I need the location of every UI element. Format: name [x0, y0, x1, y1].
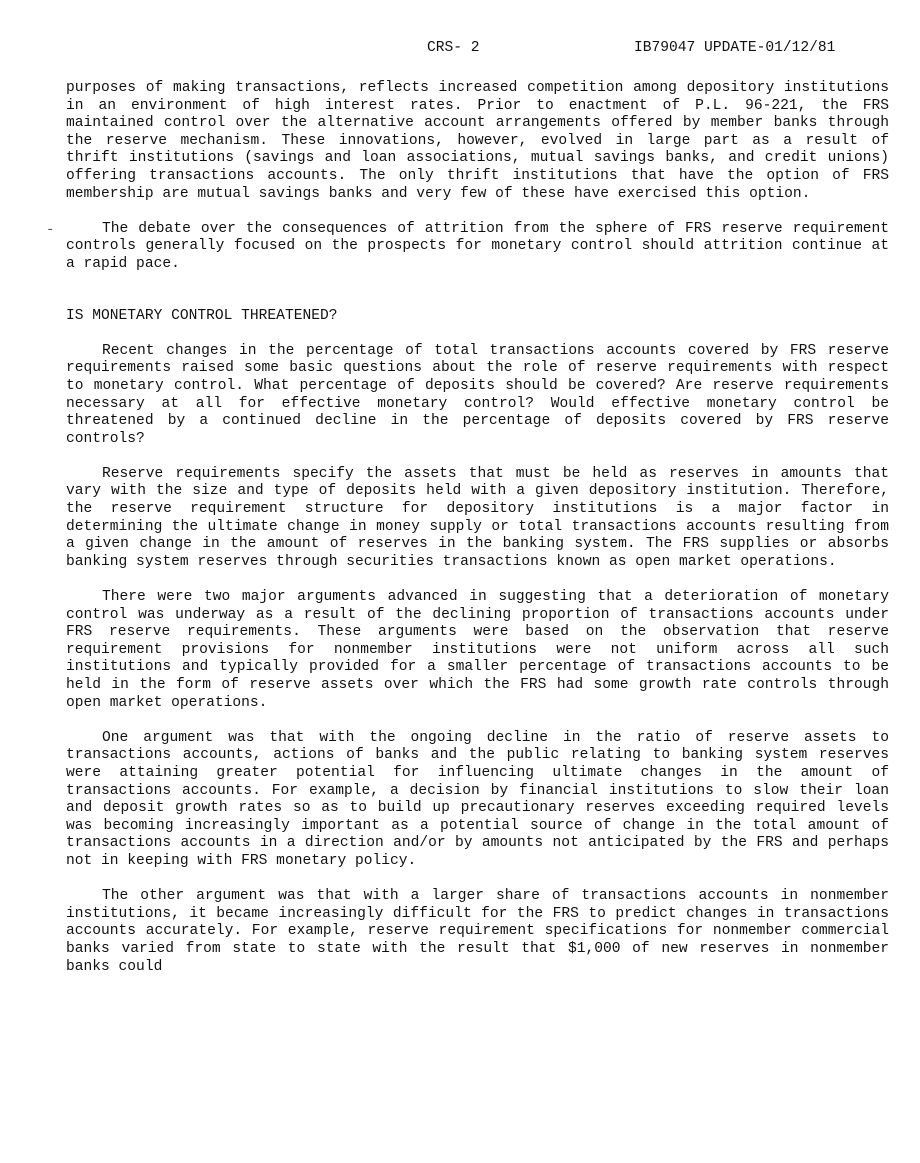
document-body: [66, 80, 889, 994]
paragraph-reserve-requirements: Reserve requirements specify the assets that must be held as reserves in amounts that vary with the size and type of deposits held with a given depository institution. Therefore, the reserve requirement structure for depository institutions is a major factor in determining the ultimate change in money supply or total transactions accounts resulting from a given change in the amount of reserves in the banking system. The FRS supplies or absorbs banking system reserves through securities transactions known as open market operations.: [66, 465, 889, 570]
paragraph-two-arguments: There were two major arguments advanced in suggesting that a deterioration of monetary control was underway as a result of the declining proportion of transactions accounts under FRS reserve requirements. These arguments were based on the observation that reserve requirement provisions for nonmember institutions were not uniform across all such institutions and typically provided for a smaller percentage of transactions accounts to be held in the form of reserve assets over which the FRS had some growth rate controls through open market operations.: [66, 589, 889, 711]
section-heading: IS MONETARY CONTROL THREATENED?: [66, 307, 338, 324]
paragraph-second-argument: The other argument was that with a larger share of transactions accounts in nonmember institutions, it became increasingly difficult for the FRS to predict changes in transactions accounts accurately. For example, reserve requirement specifications for nonmember commercial banks varied from state to state with the result that $1,000 of new reserves in nonmember banks could: [66, 888, 889, 975]
paragraph-first-argument: One argument was that with the ongoing decline in the ratio of reserve assets to transactions accounts, actions of banks and the public relating to banking system reserves were attaining greater potential for influencing ultimate changes in the amount of transactions accounts. For example, a decision by financial institutions to slow their loan and deposit growth rates so as to build up precautionary reserves exceeding required levels was becoming increasingly important as a potential source of change in the total amount of transactions accounts in a direction and/or by amounts not anticipated by the FRS and perhaps not in keeping with FRS monetary policy.: [66, 729, 889, 869]
document-number: CRS- 2: [427, 40, 480, 56]
paragraph-recent-changes: Recent changes in the percentage of total transactions accounts covered by FRS reserve requirements raised some basic questions about the role of reserve requirements with respect to monetary control. What percentage of deposits should be covered? Are reserve requirements necessary at all for effective monetary control? Would effective monetary control be threatened by a continued decline in the percentage of deposits covered by FRS reserve controls?: [66, 342, 889, 447]
paragraph-attrition-debate: The debate over the consequences of attrition from the sphere of FRS reserve requirement controls generally focused on the prospects for monetary control should attrition continue at a rapid pace.: [66, 220, 889, 272]
margin-mark: -: [46, 222, 55, 238]
paragraph-continued: purposes of making transactions, reflects increased competition among depository institutions in an environment of high interest rates. Prior to enactment of P.L. 96-221, the FRS maintained control over the alternative account arrangements offered by member banks through the reserve mechanism. These innovations, however, evolved in large part as a result of thrift institutions (savings and loan associations, mutual savings banks, and credit unions) offering transactions accounts. The only thrift institutions that have the option of FRS membership are mutual savings banks and very few of these have exercised this option.: [66, 80, 889, 202]
issue-brief-update: IB79047 UPDATE-01/12/81: [634, 40, 836, 56]
page-header: [0, 40, 920, 60]
